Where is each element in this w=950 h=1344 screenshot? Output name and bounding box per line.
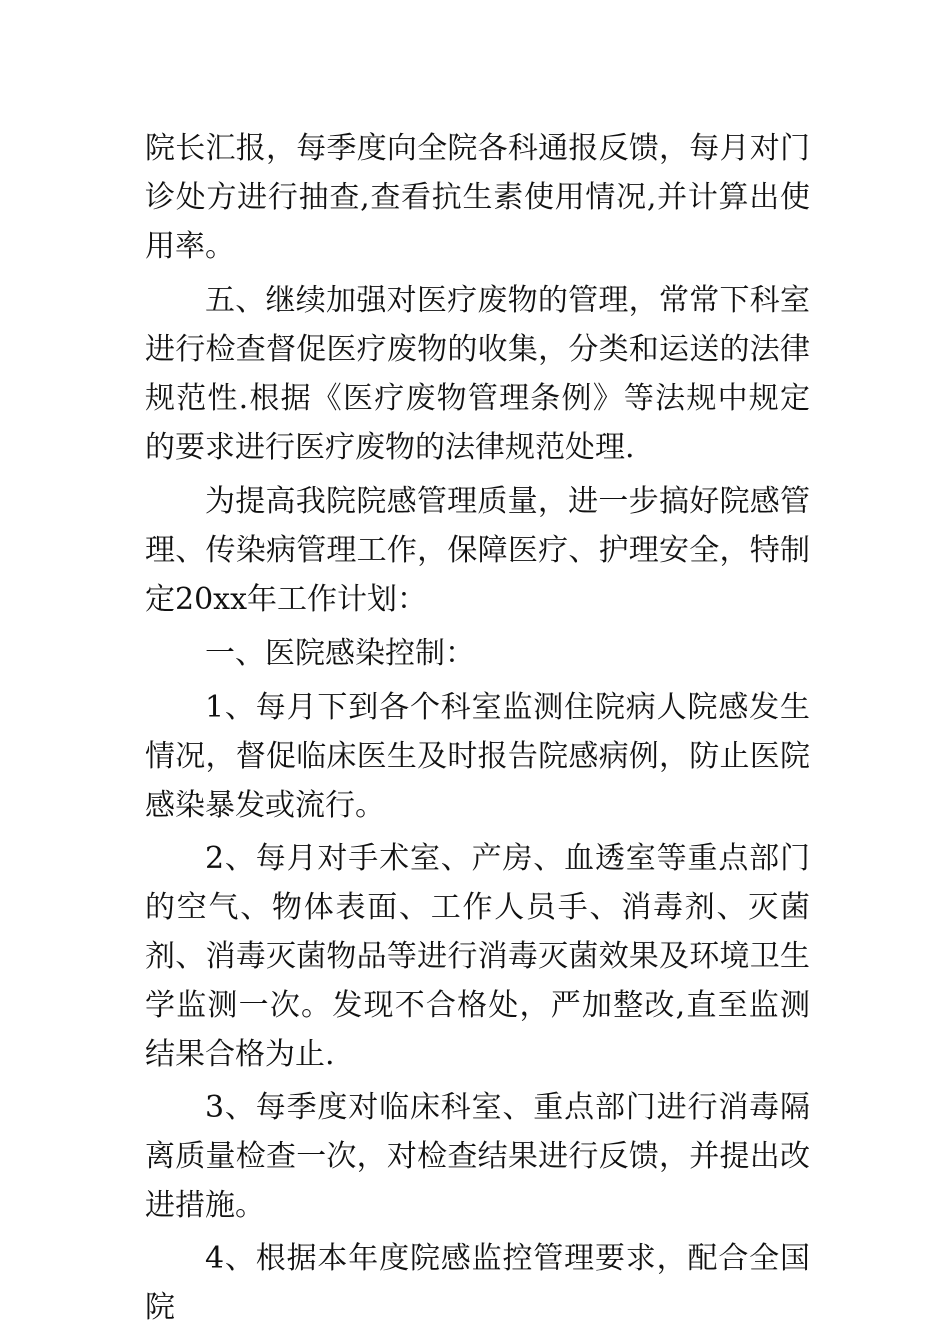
heading-infection-control: 一、医院感染控制： [205, 636, 475, 671]
paragraph-item-3: 3、每季度对临床科室、重点部门进行消毒隔离质量检查一次，对检查结果进行反馈，并提出改进措施。 [145, 1090, 810, 1223]
paragraph-plan-intro: 为提高我院院感管理质量，进一步搞好院感管理、传染病管理工作，保障医疗、护理安全，特制定20xx年工作计划： [145, 484, 810, 617]
document-body [145, 124, 810, 1332]
paragraph-item-2: 2、每月对手术室、产房、血透室等重点部门的空气、物体表面、工作人员手、消毒剂、灭菌剂、消毒灭菌物品等进行消毒灭菌效果及环境卫生学监测一次。发现不合格处，严加整改,直至监测结果合格为止. [145, 841, 810, 1072]
paragraph-continuation: 院长汇报，每季度向全院各科通报反馈，每月对门诊处方进行抽查,查看抗生素使用情况,并计算出使用率。 [145, 131, 810, 264]
paragraph-item-1: 1、每月下到各个科室监测住院病人院感发生情况，督促临床医生及时报告院感病例，防止医院感染暴发或流行。 [145, 690, 810, 823]
paragraph-section-5: 五、继续加强对医疗废物的管理，常常下科室进行检查督促医疗废物的收集，分类和运送的法律规范性.根据《医疗废物管理条例》等法规中规定的要求进行医疗废物的法律规范处理. [145, 283, 810, 465]
paragraph-item-4: 4、根据本年度院感监控管理要求，配合全国院 [145, 1241, 810, 1325]
